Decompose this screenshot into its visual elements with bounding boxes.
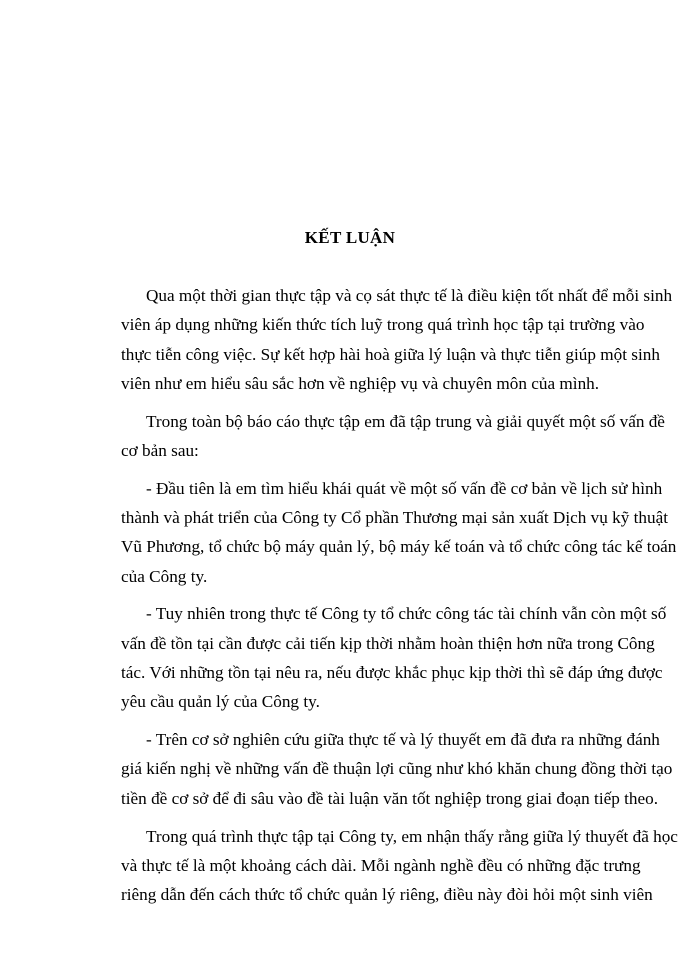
paragraph-line: viên áp dụng những kiến thức tích luỹ trong quá trình học tập tại trường vào xyxy=(121,315,645,335)
page-title: KẾT LUẬN xyxy=(304,228,396,247)
paragraph-point-3 xyxy=(121,725,673,813)
paragraph-line: riêng dẫn đến cách thức tổ chức quản lý riêng, điều này đòi hỏi một sinh viên xyxy=(121,885,653,905)
paragraph-point-2 xyxy=(121,599,667,716)
paragraph-line: tiền đề cơ sở để đi sâu vào đề tài luận văn tốt nghiệp trong giai đoạn tiếp theo. xyxy=(121,788,659,808)
paragraph-line: của Công ty. xyxy=(121,566,208,586)
paragraph-line: yêu cầu quản lý của Công ty. xyxy=(121,692,320,712)
paragraph-intro xyxy=(121,281,673,398)
paragraph-line: vấn đề tồn tại cần được cải tiến kịp thời nhằm hoàn thiện hơn nữa trong Công xyxy=(121,633,655,653)
paragraph-line: viên như em hiểu sâu sắc hơn về nghiệp vụ và chuyên môn của mình. xyxy=(121,373,600,393)
document-body xyxy=(121,281,678,918)
paragraph-line: cơ bản sau: xyxy=(121,440,199,460)
paragraph-line: Qua một thời gian thực tập và cọ sát thực tế là điều kiện tốt nhất để mỗi sinh xyxy=(146,286,673,305)
paragraph-closing xyxy=(121,822,678,910)
paragraph-line: - Trên cơ sở nghiên cứu giữa thực tế và lý thuyết em đã đưa ra những đánh xyxy=(146,730,660,750)
paragraph-line: tác. Với những tồn tại nêu ra, nếu được khắc phục kịp thời thì sẽ đáp ứng được xyxy=(121,663,663,683)
paragraph-line: - Tuy nhiên trong thực tế Công ty tổ chức công tác tài chính vẫn còn một số xyxy=(146,604,667,624)
paragraph-line: Trong toàn bộ báo cáo thực tập em đã tập trung và giải quyết một số vấn đề xyxy=(146,411,665,431)
paragraph-line: thực tiễn công việc. Sự kết hợp hài hoà giữa lý luận và thực tiễn giúp một sinh xyxy=(121,344,660,364)
paragraph-line: thành và phát triển của Công ty Cổ phần Thương mại sản xuất Dịch vụ kỹ thuật xyxy=(121,508,668,528)
paragraph-point-1 xyxy=(121,474,677,591)
paragraph-line: - Đầu tiên là em tìm hiểu khái quát về một số vấn đề cơ bản về lịch sử hình xyxy=(146,478,663,498)
paragraph-summary-intro xyxy=(121,407,665,466)
paragraph-line: giá kiến nghị về những vấn đề thuận lợi cũng như khó khăn chung đồng thời tạo xyxy=(121,759,673,779)
paragraph-line: Trong quá trình thực tập tại Công ty, em nhận thấy rằng giữa lý thuyết đã học xyxy=(146,826,678,846)
paragraph-line: Vũ Phương, tổ chức bộ máy quản lý, bộ máy kế toán và tổ chức công tác kế toán xyxy=(121,537,677,557)
paragraph-line: và thực tế là một khoảng cách dài. Mỗi ngành nghề đều có những đặc trưng xyxy=(121,855,641,875)
